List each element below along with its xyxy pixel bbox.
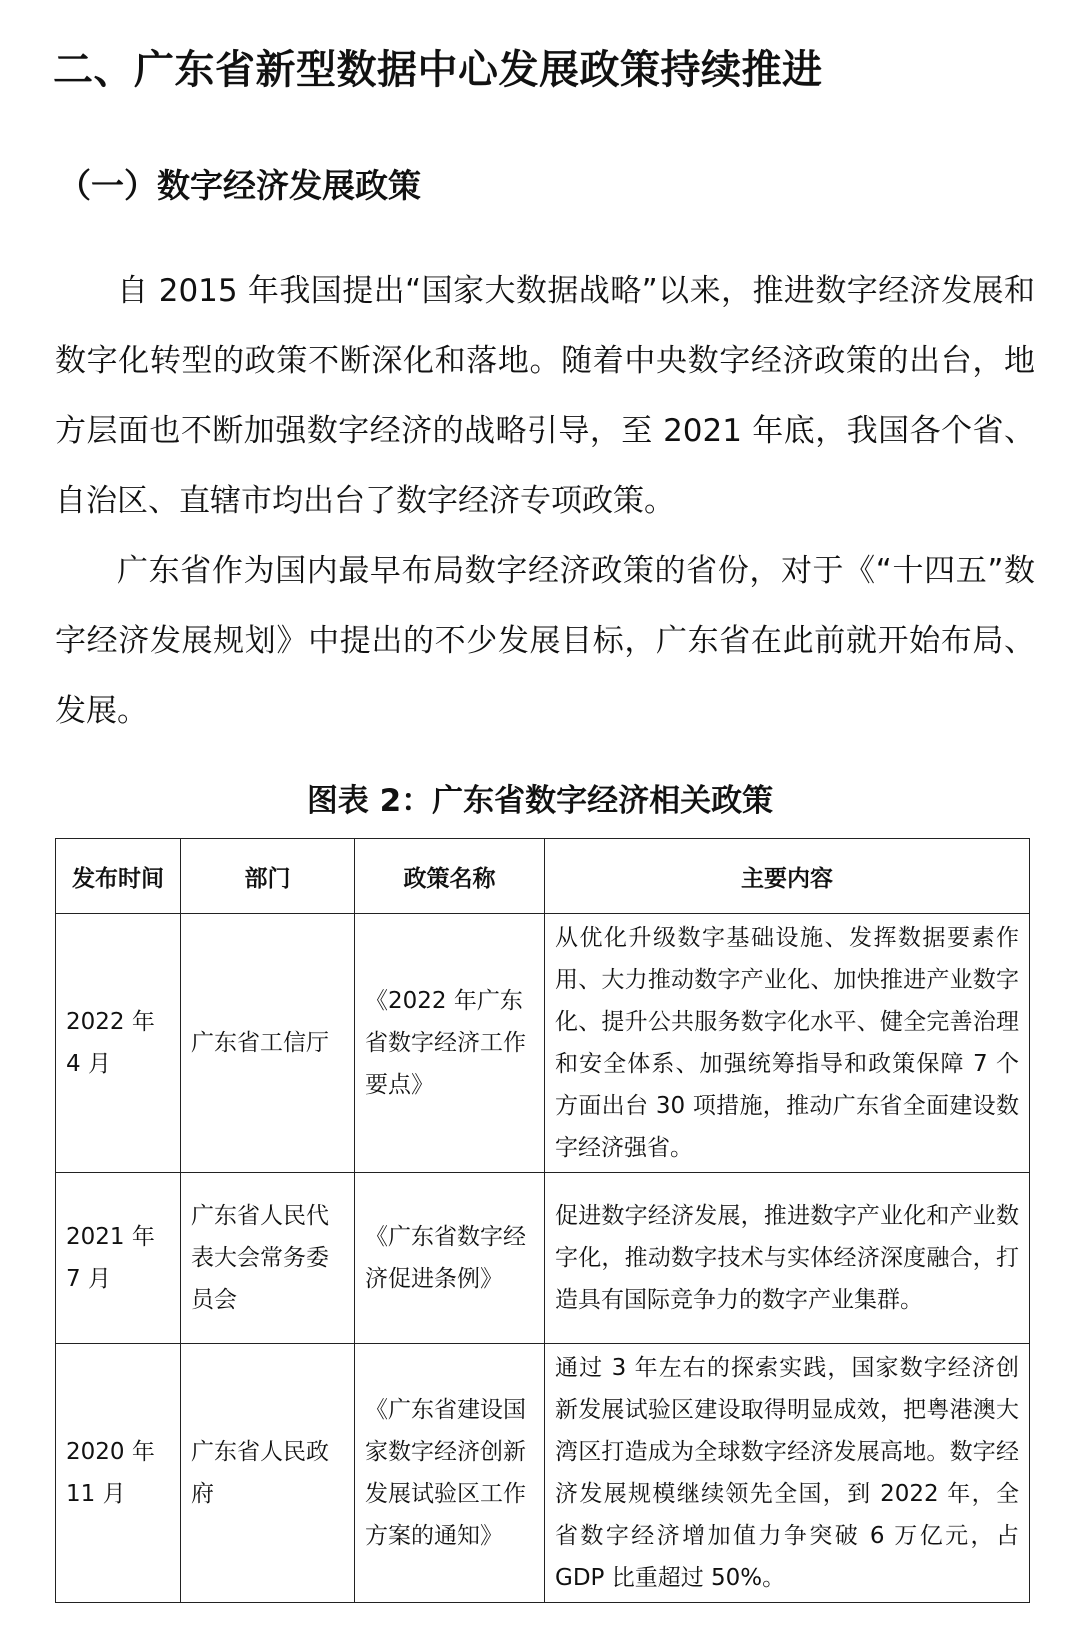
header-main-content: 主要内容 (545, 839, 1030, 914)
section-heading: 二、广东省新型数据中心发展政策持续推进 (53, 47, 823, 93)
cell-policy: 《广东省数字经济促进条例》 (355, 1173, 545, 1344)
cell-content: 促进数字经济发展，推进数字产业化和产业数字化，推动数字技术与实体经济深度融合，打造具有国际竞争力的数字产业集群。 (545, 1173, 1030, 1344)
cell-date: 2020 年 11 月 (56, 1344, 181, 1603)
subsection-heading: （一）数字经济发展政策 (58, 166, 421, 205)
header-department: 部门 (181, 839, 355, 914)
paragraph-2: 广东省作为国内最早布局数字经济政策的省份，对于《“十四五”数字经济发展规划》中提出的不少发展目标，广东省在此前就开始布局、发展。 (55, 553, 1035, 729)
table-caption: 图表 2：广东省数字经济相关政策 (306, 783, 774, 819)
table-row (56, 1344, 1030, 1603)
cell-date: 2021 年 7 月 (56, 1173, 181, 1344)
cell-content: 从优化升级数字基础设施、发挥数据要素作用、大力推动数字产业化、加快推进产业数字化、提升公共服务数字化水平、健全完善治理和安全体系、加强统筹指导和政策保障 7 个方面出台 30 项措施，推动广东省全面建设数字经济强省。 (545, 914, 1030, 1173)
cell-department: 广东省人民代表大会常务委员会 (181, 1173, 355, 1344)
paragraph-1: 自 2015 年我国提出“国家大数据战略”以来，推进数字经济发展和数字化转型的政策不断深化和落地。随着中央数字经济政策的出台，地方层面也不断加强数字经济的战略引导，至 2021 年底，我国各个省、自治区、直辖市均出台了数字经济专项政策。 (55, 273, 1035, 519)
cell-content: 通过 3 年左右的探索实践，国家数字经济创新发展试验区建设取得明显成效，把粤港澳大湾区打造成为全球数字经济发展高地。数字经济发展规模继续领先全国，到 2022 年，全省数字经济增加值力争突破 6 万亿元，占 GDP 比重超过 50%。 (545, 1344, 1030, 1603)
table-row (56, 914, 1030, 1173)
header-policy-name: 政策名称 (355, 839, 545, 914)
header-date: 发布时间 (56, 839, 181, 914)
cell-policy: 《广东省建设国家数字经济创新发展试验区工作方案的通知》 (355, 1344, 545, 1603)
cell-department: 广东省人民政府 (181, 1344, 355, 1603)
table-row (56, 1173, 1030, 1344)
table-header-row (56, 839, 1030, 914)
cell-policy: 《2022 年广东省数字经济工作要点》 (355, 914, 545, 1173)
cell-department: 广东省工信厅 (181, 914, 355, 1173)
policy-table (55, 838, 1030, 1603)
cell-date: 2022 年 4 月 (56, 914, 181, 1173)
